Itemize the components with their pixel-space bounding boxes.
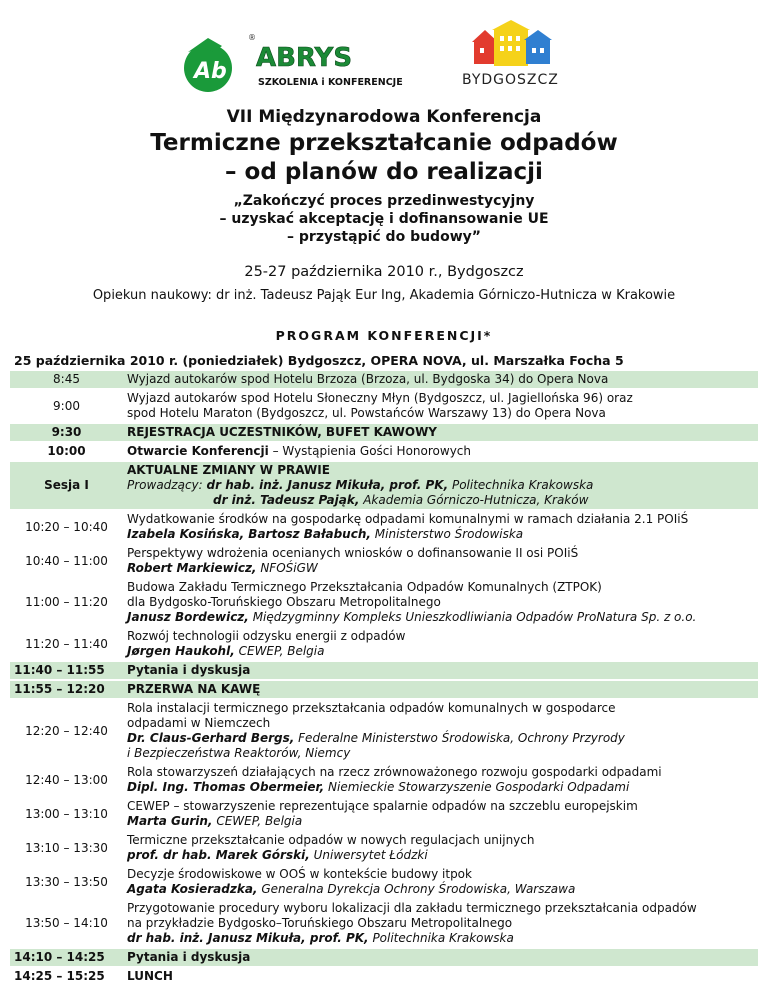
svg-text:®: ®: [248, 33, 256, 42]
row-text: Wyjazd autokarów spod Hotelu Brzoza (Brzoza, ul. Bydgoska 34) do Opera Nova: [123, 371, 758, 388]
svg-text:Ab: Ab: [194, 59, 227, 84]
row-text: Pytania i dyskusja: [123, 662, 758, 679]
city-name: BYDGOSZCZ: [462, 72, 559, 88]
row-time: 12:40 – 13:00: [25, 772, 108, 787]
table-row: [10, 390, 758, 422]
row-time: 11:20 – 11:40: [25, 636, 108, 651]
row-text: Przygotowanie procedury wyboru lokalizacji dla zakładu termicznego przekształcania odpadów na przykładzie Bydgosko–Toruńskiego Obszaru Metropolitalnego dr hab. inż. Janusz Mikuła, prof. PK, Politechnika Krakowska: [127, 901, 697, 945]
row-time: 11:55 – 12:20: [10, 681, 123, 698]
table-row: [10, 798, 758, 830]
row-text: Pytania i dyskusja: [123, 949, 758, 966]
row-text: REJESTRACJA UCZESTNIKÓW, BUFET KAWOWY: [123, 424, 758, 441]
row-time: 13:10 – 13:30: [25, 840, 108, 855]
table-row: [10, 900, 758, 947]
abrys-logo: [178, 32, 403, 94]
conference-dates: 25-27 października 2010 r., Bydgoszcz: [244, 264, 524, 280]
title-line-1: Termiczne przekształcanie odpadów: [150, 130, 618, 156]
row-time: 10:40 – 11:00: [25, 553, 108, 568]
table-row: [10, 764, 758, 796]
abrys-name: ABRYS: [256, 43, 353, 73]
table-row: [10, 443, 758, 460]
table-row: [10, 949, 758, 966]
row-time: 14:25 – 15:25: [14, 969, 105, 983]
row-time: 13:00 – 13:10: [25, 806, 108, 821]
table-row: [10, 681, 758, 698]
row-text: Decyzje środowiskowe w OOŚ w kontekście budowy itpok Agata Kosieradzka, Generalna Dyrekcja Ochrony Środowiska, Warszawa: [127, 867, 576, 896]
bydgoszcz-logo: [458, 20, 588, 92]
session-info: AKTUALNE ZMIANY W PRAWIE Prowadzący: dr hab. inż. Janusz Mikuła, prof. PK, Politechnika Krakowska dr inż. Tadeusz Pająk, Akademia Górniczo-Hutnicza, Kraków: [123, 462, 758, 509]
row-time: 14:10 – 14:25: [10, 949, 123, 966]
row-text: LUNCH: [127, 969, 173, 983]
row-text: Budowa Zakładu Termicznego Przekształcania Odpadów Komunalnych (ZTPOK) dla Bydgosko-Toruńskiego Obszaru Metropolitalnego Janusz Bordewicz, Międzygminny Kompleks Unieszkodliwiania Odpadów ProNatura Sp. z o.o.: [127, 580, 697, 624]
day-heading: 25 października 2010 r. (poniedziałek) Bydgoszcz, OPERA NOVA, ul. Marszałka Focha 5: [14, 353, 624, 368]
row-time: 8:45: [10, 371, 123, 388]
table-row: [10, 968, 758, 985]
table-row: [10, 662, 758, 679]
session-row: [10, 462, 758, 509]
motto-line-2: – uzyskać akceptację i dofinansowanie UE: [219, 211, 549, 227]
row-text: Termiczne przekształcanie odpadów w nowych regulacjach unijnych prof. dr hab. Marek Górski, Uniwersytet Łódzki: [127, 833, 535, 862]
program-heading: PROGRAM KONFERENCJI*: [275, 328, 493, 343]
row-time: 12:20 – 12:40: [25, 723, 108, 738]
abrys-tagline: SZKOLENIA i KONFERENCJE: [258, 77, 403, 88]
row-text: Otwarcie Konferencji – Wystąpienia Gości Honorowych: [127, 444, 471, 458]
row-time: 10:00: [47, 444, 86, 458]
row-time: 13:30 – 13:50: [25, 874, 108, 889]
schedule-table: [10, 369, 758, 987]
row-time: 9:00: [53, 398, 80, 413]
table-row: [10, 700, 758, 762]
row-time: 11:40 – 11:55: [10, 662, 123, 679]
row-time: 11:00 – 11:20: [25, 595, 108, 609]
conference-title: [0, 129, 768, 187]
table-row: [10, 579, 758, 626]
row-text: Rozwój technologii odzysku energii z odpadów Jørgen Haukohl, CEWEP, Belgia: [127, 629, 406, 658]
motto-line-1: „Zakończyć proces przedinwestycyjny: [233, 193, 535, 209]
row-text: Perspektywy wdrożenia ocenianych wniosków o dofinansowanie II osi POIiŚ Robert Markiewicz, NFOŚiGW: [127, 546, 579, 575]
scientific-patron: Opiekun naukowy: dr inż. Tadeusz Pająk Eur Ing, Akademia Górniczo-Hutnicza w Krakowie: [92, 288, 676, 303]
table-row: [10, 371, 758, 388]
row-text: Wydatkowanie środków na gospodarkę odpadami komunalnymi w ramach działania 2.1 POIiŚ Izabela Kosińska, Bartosz Bałabuch, Ministerstwo Środowiska: [127, 512, 689, 541]
conference-subtitle: VII Międzynarodowa Konferencja: [226, 107, 542, 127]
table-row: [10, 628, 758, 660]
table-row: [10, 424, 758, 441]
row-text: PRZERWA NA KAWĘ: [123, 681, 758, 698]
table-row: [10, 545, 758, 577]
row-time: 9:30: [10, 424, 123, 441]
row-time: 10:20 – 10:40: [25, 519, 108, 534]
row-text: CEWEP – stowarzyszenie reprezentujące spalarnie odpadów na szczeblu europejskim Marta Gurin, CEWEP, Belgia: [127, 799, 638, 828]
row-text: Wyjazd autokarów spod Hotelu Słoneczny Młyn (Bydgoszcz, ul. Jagiellońska 96) oraz spod Hotelu Maraton (Bydgoszcz, ul. Powstańców Warszawy 13) do Opera Nova: [127, 391, 633, 420]
row-time: 13:50 – 14:10: [25, 916, 108, 930]
conference-motto: [0, 192, 768, 246]
motto-line-3: – przystąpić do budowy”: [287, 229, 481, 245]
logo-bar: [0, 20, 768, 100]
session-label: Sesja I: [10, 462, 123, 509]
table-row: [10, 511, 758, 543]
row-text: Rola instalacji termicznego przekształcania odpadów komunalnych w gospodarce odpadami w Niemczech Dr. Claus-Gerhard Bergs, Federalne Ministerstwo Środowiska, Ochrony Przyrody i Bezpieczeństwa Reaktorów, Niemcy: [127, 701, 625, 760]
row-text: Rola stowarzyszeń działających na rzecz zrównoważonego rozwoju gospodarki odpadami Dipl. Ing. Thomas Obermeier, Niemieckie Stowarzyszenie Gospodarki Odpadami: [127, 765, 662, 794]
table-row: [10, 832, 758, 864]
title-line-2: – od planów do realizacji: [225, 159, 543, 185]
table-row: [10, 866, 758, 898]
